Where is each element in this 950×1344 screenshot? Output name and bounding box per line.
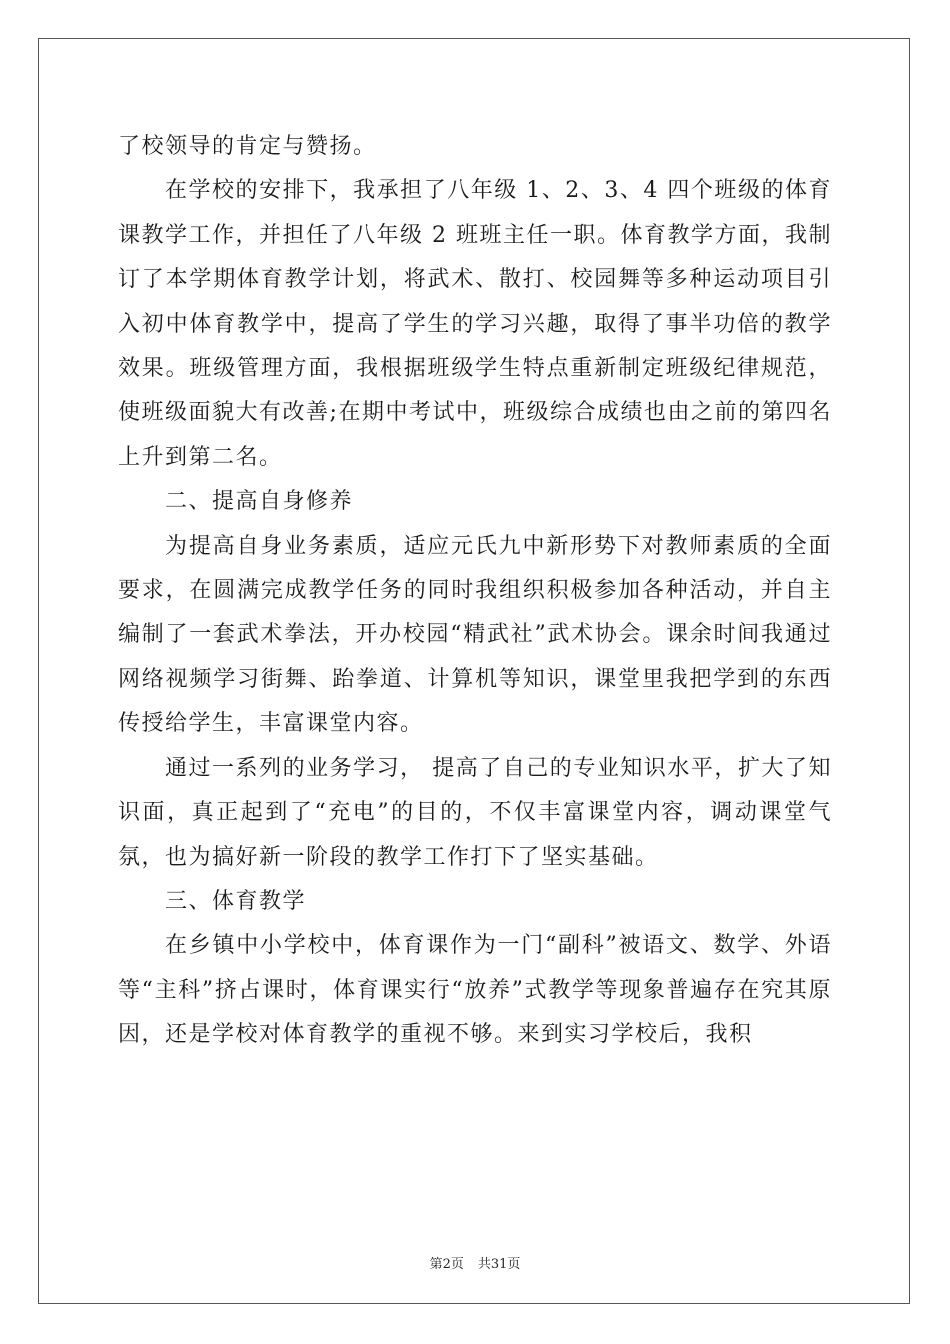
section-heading-3: 三、体育教学 <box>165 888 307 914</box>
paragraph-5: 在乡镇中小学校中，体育课作为一门“副科”被语文、数学、外语等“主科”挤占课时，体育课实行“放养”式教学等现象普遍存在究其原因，还是学校对体育教学的重视不够。来到实习学校后，我积 <box>118 933 832 1048</box>
paragraph-3: 为提高自身业务素质，适应元氏九中新形势下对教师素质的全面要求，在圆满完成教学任务的同时我组织积极参加各种活动，并自主编制了一套武术拳法，开办校园“精武社”武术协会。课余时间我通过网络视频学习街舞、跆拳道、计算机等知识，课堂里我把学到的东西传授给学生，丰富课堂内容。 <box>118 533 832 737</box>
section-heading-2: 二、提高自身修养 <box>165 489 354 515</box>
paragraph-2: 在学校的安排下，我承担了八年级 1、2、3、4 四个班级的体育课教学工作，并担任了八年级 2 班班主任一职。体育教学方面，我制订了本学期体育教学计划，将武术、散打、校园舞等多种运动项目引入初中体育教学中，提高了学生的学习兴趣，取得了事半功倍的教学效果。班级管理方面，我根据班级学生特点重新制定班级纪律规范，使班级面貌大有改善;在期中考试中，班级综合成绩也由之前的第四名上升到第二名。 <box>118 178 832 470</box>
paragraph-4: 通过一系列的业务学习， 提高了自己的专业知识水平，扩大了知识面，真正起到了“充电”的目的，不仅丰富课堂内容，调动课堂气氛，也为搞好新一阶段的教学工作打下了坚实基础。 <box>118 755 832 870</box>
page-total: 共31页 <box>477 1257 521 1272</box>
paragraph-1: 了校领导的肯定与赞扬。 <box>118 134 377 159</box>
page-number: 第2页 <box>429 1257 464 1272</box>
page-footer <box>0 1253 950 1272</box>
document-body <box>118 125 832 1058</box>
